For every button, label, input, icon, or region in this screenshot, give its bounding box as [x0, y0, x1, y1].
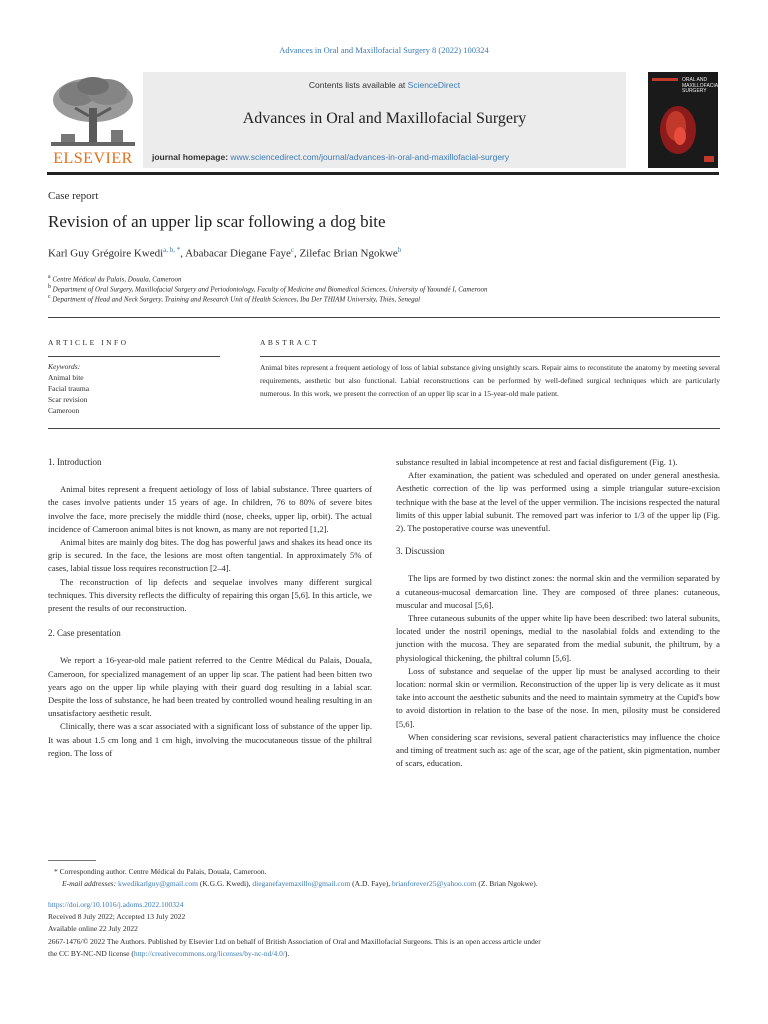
license-suffix: ).	[284, 949, 290, 958]
left-column	[48, 456, 372, 760]
journal-title: Advances in Oral and Maxillofacial Surgery	[242, 110, 527, 127]
affiliation-sup: c	[48, 294, 51, 300]
tree-logo-icon	[47, 72, 139, 150]
keyword: Facial trauma	[48, 384, 90, 393]
affiliation-text: Department of Oral Surgery, Maxillofacial Surgery and Periodontology, Faculty of Medicine and Biomedical Sciences, University of Yaoundé I, Cameroon	[52, 285, 488, 294]
author-name[interactable]: Zilefac Brian Ngokwe	[299, 247, 398, 260]
corresponding-author-note: * Corresponding author. Centre Médical du Palais, Douala, Cameroon.	[54, 867, 267, 876]
contents-line	[143, 80, 626, 90]
elsevier-logo	[47, 72, 139, 168]
paragraph: The lips are formed by two distinct zones: the normal skin and the vermilion separated by a cutaneous-mucosal demarcation line. They are composed of three planes: cutaneous, muscular and mucosal [5,6].	[396, 573, 720, 610]
cover-line-1: ORAL AND	[682, 77, 708, 83]
right-column	[396, 456, 720, 770]
section-heading-case: 2. Case presentation	[48, 628, 121, 639]
email-link[interactable]: dieganefayemaxillo@gmail.com	[252, 879, 351, 888]
cover-line-2: MAXILLOFACIAL	[682, 82, 721, 89]
cover-line-3: SURGERY	[682, 88, 707, 94]
paragraph: We report a 16-year-old male patient referred to the Centre Médical du Palais, Douala, Cameroon, for specialized management of an upper lip scar. The patient had been bitten two years ago on the upper lip while playing with their guard dog resulting in a labial scar. Despite the loss of substance, he had been treated by controlled wound healing resulting in an unsatisfactory aesthetic result.	[48, 655, 372, 719]
contents-prefix: Contents lists available at	[308, 80, 408, 90]
abstract-text: Animal bites represent a frequent aetiology of loss of labial substance giving unsightly scars. Repair aims to reconstitute the anatomy by meeting several requirements, aesthetic but also functional. Labial reconstructions can be performed by well-defined surgical techniques which are particularly numerous. In this work, we present the correction of an upper lip scar in a 15-year-old male patient.	[260, 363, 720, 398]
paragraph: substance resulted in labial incompetence at rest and facial disfigurement (Fig. 1).	[396, 457, 678, 467]
article-info-heading: ARTICLE INFO	[48, 338, 129, 347]
license-line: 2667-1476/© 2022 The Authors. Published by Elsevier Ltd on behalf of British Association of Oral and Maxillofacial Surgeons. This is an open access article under	[48, 937, 541, 946]
header-rule	[47, 172, 719, 175]
email-label: E-mail addresses:	[62, 879, 117, 888]
publisher-name: ELSEVIER	[53, 150, 133, 167]
email-link[interactable]: brianforever25@yahoo.com	[391, 879, 477, 888]
license-prefix: the CC BY-NC-ND license (	[48, 949, 134, 958]
paragraph: The reconstruction of lip defects and sequelae involves many different surgical techniques. This diversity reflects the difficulty of repairing this organ [5,6]. In this article, we present the results of our reconstruction.	[48, 576, 372, 614]
sciencedirect-link[interactable]: ScienceDirect	[407, 80, 461, 90]
paragraph: Animal bites represent a frequent aetiology of loss of labial substance. Three quarters of the cases involve patients under 15 years of age. In children, 76 to 80% of severe bites involve the face, more precisely the middle third (nose, cheeks, upper lip, orbit). The actual incidence of Cameroon animal bites is not known, as many are not reported [1,2].	[48, 484, 372, 534]
divider	[260, 356, 720, 357]
email-owner: (Z. Brian Ngokwe).	[476, 879, 538, 888]
cover-art-icon	[648, 72, 718, 168]
online-date: Available online 22 July 2022	[48, 924, 138, 933]
section-heading-discussion: 3. Discussion	[396, 546, 445, 557]
homepage-label: journal homepage:	[152, 152, 231, 162]
author-affil-sup[interactable]: a, b, *	[163, 246, 181, 254]
article-type: Case report	[48, 190, 99, 202]
affiliation-text: Centre Médical du Palais, Douala, Cameroon	[52, 275, 182, 284]
footnote-rule	[48, 860, 96, 861]
author-name[interactable]: Karl Guy Grégoire Kwedi	[48, 247, 164, 260]
license-line-2	[48, 948, 289, 959]
affiliation-sup: b	[48, 284, 51, 290]
keywords-label: Keywords:	[48, 362, 81, 371]
license-link[interactable]: http://creativecommons.org/licenses/by-nc-nd/4.0/	[133, 949, 285, 958]
author-list: Karl Guy Grégoire Kwedi$^{a, b, *}$, Ababacar Diegane Faye$^c$, Zilefac Brian Ngokwe$^b$	[48, 246, 402, 260]
author-name[interactable]: Ababacar Diegane Faye	[185, 247, 291, 260]
article-title: Revision of an upper lip scar following a dog bite	[48, 212, 386, 231]
homepage-url-link[interactable]: www.sciencedirect.com/journal/advances-in-oral-and-maxillofacial-surgery	[230, 152, 510, 162]
paragraph: Three cutaneous subunits of the upper white lip have been described: two lateral subunits, located under the nostril openings, medial to the nasolabial folds and extending to the junction with the mucosa. They are separated from the medial subunit, the philtrum, by a physiological thickening, the philtral column [5,6].	[396, 613, 720, 663]
divider	[48, 356, 220, 357]
keyword: Animal bite	[48, 373, 84, 382]
email-line	[62, 878, 538, 889]
paragraph: When considering scar revisions, several patient characteristics may influence the choice and timing of treatment such as: age of the scar, age of the patient, skin pigmentation, number of scars, education.	[396, 731, 720, 769]
email-owner: (K.G.G. Kwedi),	[197, 879, 253, 888]
affiliation	[48, 284, 488, 293]
paragraph: Loss of substance and sequelae of the upper lip must be analysed according to their location: normal skin or vermilion. Reconstruction of the upper lip is very delicate as it must take into account the aesthetic subunits and the need to maintain symmetry at the Cupid's bow to avoid distortion in relation to the base of the nose. In men, pilosity must be considered [5,6].	[396, 665, 720, 729]
doi-link[interactable]: https://doi.org/10.1016/j.adoms.2022.100324	[48, 900, 184, 909]
author-affil-sup[interactable]: b	[397, 246, 402, 254]
keyword: Cameroon	[48, 406, 80, 415]
affiliation	[48, 294, 420, 303]
journal-reference-link[interactable]: Advances in Oral and Maxillofacial Surgery 8 (2022) 100324	[279, 45, 489, 55]
divider	[48, 317, 720, 318]
affiliation	[48, 274, 182, 283]
journal-cover-image	[648, 72, 721, 168]
affiliation-sup: a	[48, 274, 51, 280]
section-heading-introduction: 1. Introduction	[48, 457, 102, 467]
paragraph: Animal bites are mainly dog bites. The dog has powerful jaws and shakes its head once its grip is secured. In the face, the lesions are most often tangential. In approximately 5% of cases, labial tissue loss requires reconstruction [2–4].	[48, 537, 372, 574]
divider	[48, 428, 720, 429]
paragraph: After examination, the patient was scheduled and operated on under general anesthesia. Aesthetic correction of the lip was performed using a simple triangular suture-excision technique with the base at the level of the upper vermilion. The incisions respected the natural limits of this upper labial subunit. The removed part was inferior to 1/3 of the upper lip (Fig. 2). The postoperative course was uneventful.	[396, 470, 720, 534]
received-dates: Received 8 July 2022; Accepted 13 July 2022	[48, 912, 186, 921]
paragraph: Clinically, there was a scar associated with a significant loss of substance of the upper lip. It was about 1.5 cm long and 1 cm high, involving the mucocutaneous tissue of the philtral region. The loss of	[48, 721, 372, 758]
email-link[interactable]: kwedikarlguy@gmail.com	[117, 879, 198, 888]
affiliation-text: Department of Head and Neck Surgery, Training and Research Unit of Health Sciences, Iba Der THIAM University, Thiès, Senegal	[52, 295, 421, 304]
journal-homepage	[152, 152, 509, 162]
author-affil-sup[interactable]: c	[290, 246, 294, 254]
email-owner: (A.D. Faye),	[350, 879, 392, 888]
abstract-heading: ABSTRACT	[260, 338, 320, 347]
keyword: Scar revision	[48, 395, 88, 404]
